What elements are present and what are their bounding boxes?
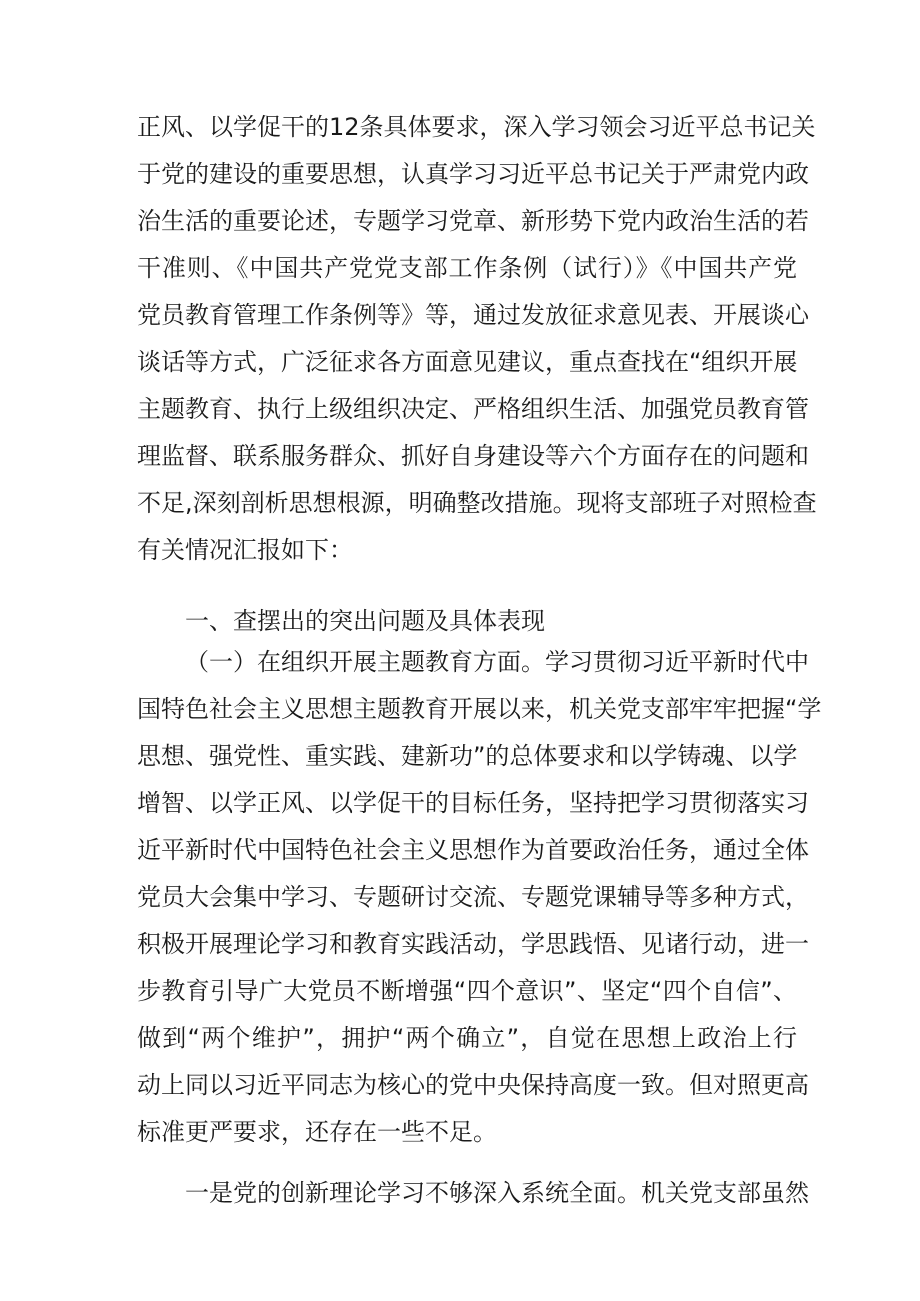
subsection-first-line: （一）在组织开展主题教育方面。学习贯彻习近平新时代中 [185, 648, 809, 676]
paragraph-line: 于党的建设的重要思想，认真学习习近平总书记关于严肃党内政 [137, 160, 809, 188]
paragraph-line: 谈话等方式，广泛征求各方面意见建议，重点查找在“组织开展 [137, 348, 798, 376]
paragraph-line: 增智、以学正风、以学促干的目标任务，坚持把学习贯彻落实习 [137, 789, 809, 817]
paragraph-line: 思想、强党性、重实践、建新功”的总体要求和以学铸魂、以学 [137, 742, 798, 770]
paragraph-line: 党员大会集中学习、专题研讨交流、专题党课辅导等多种方式， [137, 883, 809, 911]
paragraph-line: 不足,深刻剖析思想根源，明确整改措施。现将支部班子对照检查 [137, 489, 817, 517]
paragraph-line: 治生活的重要论述，专题学习党章、新形势下党内政治生活的若 [137, 207, 809, 235]
paragraph-line: 国特色社会主义思想主题教育开展以来，机关党支部牢牢把握“学 [137, 695, 822, 723]
paragraph-line: 动上同以习近平同志为核心的党中央保持高度一致。但对照更高 [137, 1071, 809, 1099]
paragraph-line: 近平新时代中国特色社会主义思想作为首要政治任务，通过全体 [137, 836, 809, 864]
paragraph-line: 理监督、联系服务群众、抓好自身建设等六个方面存在的问题和 [137, 442, 809, 470]
paragraph-line: 做到“两个维护”，拥护“两个确立”，自觉在思想上政治上行 [137, 1024, 797, 1052]
paragraph-line: 党员教育管理工作条例等》等，通过发放征求意见表、开展谈心 [137, 301, 809, 329]
paragraph-line: 主题教育、执行上级组织决定、严格组织生活、加强党员教育管 [137, 395, 809, 423]
paragraph-first-line: 一是党的创新理论学习不够深入系统全面。机关党支部虽然 [185, 1179, 809, 1207]
paragraph-line: 正风、以学促干的12条具体要求，深入学习领会习近平总书记关 [137, 113, 816, 141]
section-heading: 一、查摆出的突出问题及具体表现 [185, 607, 545, 635]
paragraph-line: 步教育引导广大党员不断增强“四个意识”、坚定“四个自信”、 [137, 977, 797, 1005]
paragraph-line: 标准更严要求，还存在一些不足。 [137, 1118, 497, 1146]
paragraph-line: 有关情况汇报如下： [137, 536, 353, 564]
paragraph-line: 积极开展理论学习和教育实践活动，学思践悟、见诸行动，进一 [137, 930, 809, 958]
paragraph-line: 干准则、《中国共产党党支部工作条例（试行）》《中国共产党 [137, 254, 797, 282]
